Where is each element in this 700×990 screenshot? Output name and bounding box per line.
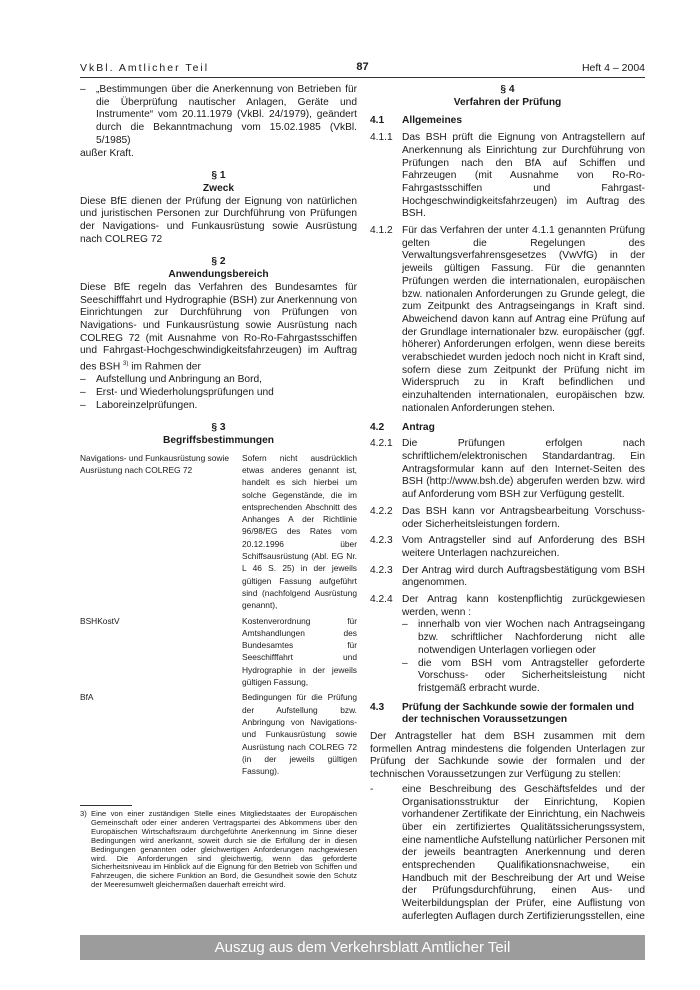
heading-4-3: 4.3 Prüfung der Sachkunde sowie der formalen und der technischen Voraussetzungen bbox=[370, 701, 635, 726]
section-3-heading: § 3 Begriffsbestimmungen bbox=[163, 422, 274, 446]
paragraph-4-2-3: 4.2.3 Vom Antragsteller sind auf Anforderung des BSH weitere Unterlagen nachzureichen. bbox=[370, 535, 645, 559]
header-rule bbox=[80, 77, 645, 78]
paragraph-4-1-1: 4.1.1 Das BSH prüft die Eignung von Antragstellern auf Anerkennung als Einrichtung zur Durchführung von Prüfungen nach den BfA auf Schiffen und Fahrzeugen (mit Ausnahme von Ro-Ro-Fahrgastsschiffen und Fahrgast-Hochgeschwindigkeitsfahrzeugen) im Auftrag des BSH. bbox=[370, 132, 645, 220]
list-item: – Erst- und Wiederholungsprüfungen und bbox=[80, 386, 274, 398]
paragraph-4-2-3b: 4.2.3 Der Antrag wird durch Auftragsbestätigung vom BSH angenommen. bbox=[370, 564, 645, 589]
heading-4-2: 4.2 Antrag bbox=[370, 421, 435, 433]
page-header bbox=[80, 62, 645, 78]
section-4-heading: § 4 Verfahren der Prüfung bbox=[453, 84, 562, 108]
section-2-heading: § 2 Anwendungsbereich bbox=[168, 256, 269, 281]
list-item: – die vom BSH vom Antragsteller geforderte Vorschuss- oder Sicherheitsleistung nicht fristgemäß erbracht wurde. bbox=[402, 657, 645, 694]
intro-dash-item: – „Bestimmungen über die Anerkennung von Betrieben für die Überprüfung nautischer Anlagen, Geräte und Instrumente“ vom 20.11.1979 (VkBl. 24/1979), geändert durch die Bekanntmachung vom 15.02.1985 (VkBl. 5/1985) bbox=[80, 84, 357, 146]
definition-desc: Kostenverordnung für Amtshandlungen des Bundesamtes für Seeschifffahrt und Hydrographie in der jeweils gültigen Fassung, bbox=[242, 615, 357, 688]
list-item: - eine Beschreibung des Geschäftsfeldes und der Organisationsstruktur der Einrichtung, Kopien vorhandener Zertifikate der Einrichtung, ein Nachweis über ein zertifiziertes Qualitätssicherungssystem, eine namentliche Aufstellung natürlicher Personen mit der jeweils beantragten Anerkennung und deren entsprechenden Qualifikationsnachweise, ein Handbuch mit der Beschreibung der Art und Weise der Prüfungsdurchführung, einen Aus- und Weiterbildungsplan der Prüfer, eine Auflistung von auferlegten Auflagen durch Zertifizierungsstellen, eine bbox=[370, 783, 645, 922]
list-item: – innerhalb von vier Wochen nach Antragseingang bzw. schriftlicher Nachforderung nicht alle notwendigen Unterlagen vorliegen oder bbox=[402, 619, 645, 656]
section-2-text: Diese BfE regeln das Verfahren des Bundesamtes für Seeschifffahrt und Hydrographie (BSH) zur Anerkennung von Einrichtungen zur Durchführung von Prüfungen von Navigations- und Funkausrüstung sowie Ausrüstung nach COLREG 72 (mit Ausnahme von Ro-Ro-Fahrgastsschiffen und Fahrgast-Hochgeschwindigkeitsfahrzeugen) im Auftrag des BSH $^{3)}$ im Rahmen der bbox=[80, 281, 357, 373]
heading-4-1: 4.1 Allgemeines bbox=[370, 115, 463, 127]
paragraph-4-2-2: 4.2.2 Das BSH kann vor Antragsbearbeitung Vorschuss- oder Sicherheitsleistungen fordern. bbox=[370, 505, 645, 530]
definition-row bbox=[80, 452, 357, 612]
paragraph-4-2-1: 4.2.1 Die Prüfungen erfolgen nach schriftlichem/elektronischen Standardantrag. Ein Antragsformular kann auf den Internet-Seiten des BSH (http://www.bsh.de) abgerufen werden bzw. wird auf Anforderung vom BSH zur Verfügung gestellt. bbox=[370, 438, 645, 501]
list-item: – Aufstellung und Anbringung an Bord, bbox=[80, 374, 262, 386]
definition-term: Navigations- und Funkausrüstung sowie Ausrüstung nach COLREG 72 bbox=[80, 452, 229, 475]
definition-desc: Sofern nicht ausdrücklich etwas anderes genannt ist, handelt es sich hierbei um solche Gegenstände, die im entsprechenden Abschnitt des Anhanges A der Richtlinie 96/98/EG des Rates vom 20.12.1996 über Schiffsausrüstung (Abl. EG Nr. L 46 S. 25) in der jeweils gültigen Fassung aufgeführt sind (nachfolgend Ausrüstung genannt), bbox=[242, 452, 357, 611]
definition-row bbox=[80, 615, 357, 689]
definitions-table bbox=[80, 452, 357, 778]
paragraph-4-1-2: 4.1.2 Für das Verfahren der unter 4.1.1 genannten Prüfung gelten die Regelungen des Verwaltungsverfahrensgesetzes (VwVfG) in der jeweils gültigen Fassung. Für die genannten Prüfungen werden die internationalen, europäischen bzw. nationalen Anforderungen zu Grunde gelegt, die zum Zeitpunkt des Antragseingangs in Kraft sind. Abweichend davon kann auf Antrag eine Prüfung auf der Grundlage internationaler bzw. europäischer (ggf. höherer) Anforderungen erfolgen, wenn diese bereits verabschiedet wurden jedoch noch nicht in Kraft sind, sofern diese zum Zeitpunkt der Prüfung nicht im Widerspruch zu in Kraft befindlichen und einzuhaltenden internationalen, europäischen bzw. nationalen Anforderungen stehen. bbox=[370, 225, 645, 414]
section-1-heading: § 1 Zweck bbox=[202, 170, 235, 194]
definition-term: BSHKostV bbox=[80, 615, 120, 626]
section-1-text: Diese BfE dienen der Prüfung der Eignung von natürlichen und juristischen Personen zur Durchführung von Prüfungen der Navigations- und Funkausrüstung sowie Ausrüstung nach COLREG 72 bbox=[80, 195, 357, 245]
definition-term: BfA bbox=[80, 692, 94, 703]
footnote bbox=[80, 810, 357, 890]
definition-row bbox=[80, 691, 357, 777]
paragraph-4-3: Der Antragsteller hat dem BSH zusammen mit dem formellen Antrag mindestens die folgenden Unterlagen zur Prüfung der Sachkunde sowie der formalen und der technischen Voraussetzungen zur Verfügung zu stellen: bbox=[370, 731, 645, 781]
definition-desc: Bedingungen für die Prüfung der Aufstellung bzw. Anbringung von Navigations- und Funkausrüstung sowie Ausrüstung nach COLREG 72 (in der jeweils gültigen Fassung). bbox=[242, 692, 357, 777]
right-column bbox=[370, 84, 645, 924]
ausser-kraft: außer Kraft. bbox=[80, 147, 134, 159]
footnote-text: Eine von einer zuständigen Stelle eines Mitgliedstaates der Europäischen Gemeinschaft oder einer anderen Vertragspartei des Abkommens über den Europäischen Wirtschaftsraum durchgeführte Anerkennung im Sinne dieser Bedingungen wird anerkannt, soweit durch sie die Erfüllung der in diesen Bedingungen genannten oder gleichwertigen Anforderungen nachgewiesen wird. Die Anforderungen sind gleichwertig, wenn das geforderte Sicherheitsniveau im Hinblick auf die Eignung für den Betrieb von Schiffen und Fahrzeugen, die sichere Funktion an Bord, die Gesundheit sowie den Schutz der Meeresumwelt gleichermaßen dauerhaft erreicht wird. bbox=[91, 809, 357, 890]
page-number: 87 bbox=[356, 61, 369, 73]
footer-banner: Auszug aus dem Verkehrsblatt Amtlicher Teil bbox=[80, 935, 645, 960]
left-column bbox=[80, 84, 357, 780]
journal-title: VkBl. Amtlicher Teil bbox=[80, 62, 210, 74]
footnote-ref[interactable]: 3) bbox=[123, 361, 129, 368]
footnote-number: 3) bbox=[80, 809, 87, 818]
paragraph-4-2-4: 4.2.4 Der Antrag kann kostenpflichtig zurückgewiesen werden, wenn : – innerhalb von vier Wochen nach Antragseingang bzw. schriftlicher Nachforderung nicht alle notwendigen Unterlagen vorliegen oder – die vom BSH vom Antragsteller geforderte Vorschuss- oder Sicherheitsleistung nicht fristgemäß erbracht wurde. bbox=[370, 594, 645, 694]
list-item: – Laboreinzelprüfungen. bbox=[80, 399, 198, 411]
footnote-rule bbox=[80, 805, 132, 806]
issue-label: Heft 4 – 2004 bbox=[581, 62, 645, 74]
